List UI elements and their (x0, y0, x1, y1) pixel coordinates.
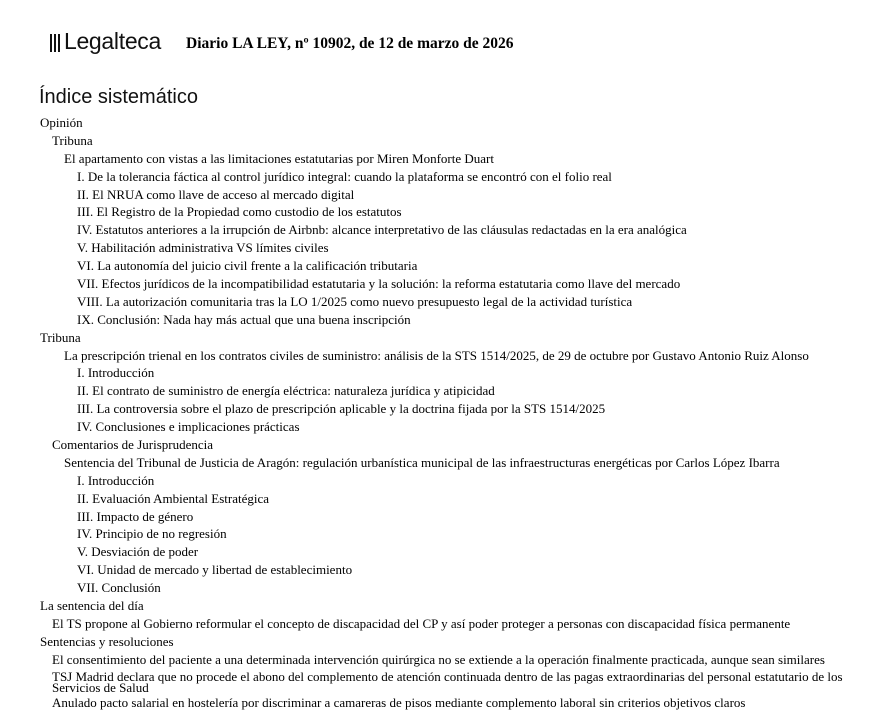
page-title: Índice sistemático (39, 86, 198, 108)
toc-entry[interactable]: V. Desviación de poder (77, 544, 199, 560)
toc-entry[interactable]: III. El Registro de la Propiedad como custodio de los estatutos (77, 204, 402, 220)
toc-entry[interactable]: El TS propone al Gobierno reformular el concepto de discapacidad del CP y así poder proteger a personas con discapacidad física permanente (52, 615, 791, 631)
toc-entry[interactable]: VI. La autonomía del juicio civil frente a la calificación tributaria (77, 258, 418, 274)
toc-entry[interactable]: IX. Conclusión: Nada hay más actual que una buena inscripción (77, 311, 411, 327)
toc-entry[interactable]: Sentencias y resoluciones (40, 633, 174, 649)
toc-entry[interactable]: IV. Conclusiones e implicaciones prácticas (77, 419, 300, 435)
toc-entry[interactable]: IV. Principio de no regresión (77, 526, 227, 542)
logo-text: Legalteca (63, 28, 162, 54)
toc-entry[interactable]: Tribuna (40, 329, 81, 345)
toc-entry[interactable]: III. La controversia sobre el plazo de prescripción aplicable y la doctrina fijada por la STS 1514/2025 (77, 401, 606, 417)
toc-entry[interactable]: Anulado pacto salarial en hostelería por discriminar a camareras de pisos mediante complemento laboral sin criterios objetivos claros (52, 694, 746, 710)
toc-entry[interactable]: II. El NRUA como llave de acceso al mercado digital (77, 186, 355, 202)
toc-entry[interactable]: TSJ Madrid declara que no procede el abono del complemento de atención continuada dentro de las pagas extraordinarias del personal estatutario de los Servicios de Salud (52, 668, 843, 695)
toc-entry[interactable]: III. Impacto de género (77, 508, 194, 524)
table-of-contents (0, 114, 893, 712)
toc-entry[interactable]: II. El contrato de suministro de energía eléctrica: naturaleza jurídica y atipicidad (77, 383, 495, 399)
toc-entry[interactable]: La prescripción trienal en los contratos civiles de suministro: análisis de la STS 1514/2025, de 29 de octubre por Gustavo Antonio Ruiz Alonso (64, 347, 809, 363)
toc-entry[interactable]: VI. Unidad de mercado y libertad de establecimiento (77, 562, 353, 578)
toc-entry[interactable]: I. Introducción (77, 472, 155, 488)
toc-entry[interactable]: V. Habilitación administrativa VS límites civiles (77, 240, 329, 256)
toc-entry[interactable]: Tribuna (52, 132, 93, 148)
issue-title: Diario LA LEY, nº 10902, de 12 de marzo de 2026 (186, 34, 514, 52)
toc-entry[interactable]: La sentencia del día (40, 598, 144, 614)
toc-entry[interactable]: I. Introducción (77, 365, 155, 381)
legalteca-logo[interactable] (50, 28, 161, 55)
toc-entry[interactable]: VII. Conclusión (77, 580, 161, 596)
toc-entry[interactable]: Comentarios de Jurisprudencia (52, 437, 214, 453)
toc-entry[interactable]: Opinión (40, 115, 83, 130)
toc-entry[interactable]: El consentimiento del paciente a una determinada intervención quirúrgica no se extiende a la operación finalmente practicada, aunque sean similares (52, 651, 825, 667)
document-header (50, 28, 513, 55)
toc-entry[interactable]: Sentencia del Tribunal de Justicia de Aragón: regulación urbanística municipal de las infraestructuras energéticas por Carlos López Ibarra (64, 454, 780, 470)
toc-entry[interactable]: VIII. La autorización comunitaria tras la LO 1/2025 como nuevo presupuesto legal de la actividad turística (77, 293, 633, 309)
toc-entry[interactable]: El apartamento con vistas a las limitaciones estatutarias por Miren Monforte Duart (64, 150, 494, 166)
toc-entry[interactable]: VII. Efectos jurídicos de la incompatibilidad estatutaria y la solución: la reforma estatutaria como llave del mercado (77, 276, 681, 292)
toc-entry[interactable]: I. De la tolerancia fáctica al control jurídico integral: cuando la plataforma se encontró con el folio real (77, 168, 612, 184)
logo-bars-icon (50, 32, 62, 52)
toc-entry[interactable]: II. Evaluación Ambiental Estratégica (77, 490, 270, 506)
toc-entry[interactable]: IV. Estatutos anteriores a la irrupción de Airbnb: alcance interpretativo de las cláusulas redactadas en la era analógica (77, 222, 687, 238)
